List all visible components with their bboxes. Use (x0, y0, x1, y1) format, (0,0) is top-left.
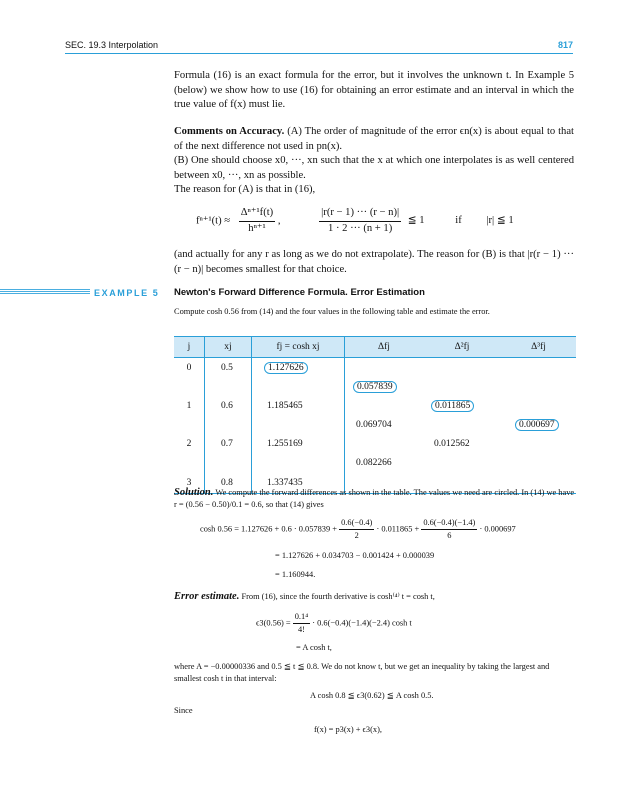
difference-table (174, 336, 576, 494)
circled-value: 0.057839 (353, 381, 397, 393)
table-row: 2 0.7 1.255169 0.012562 (174, 435, 576, 454)
error-title: Error estimate. (174, 591, 240, 602)
table-row: 3 0.8 1.337435 (174, 473, 576, 494)
running-header (65, 40, 573, 54)
example-label: EXAMPLE 5 (94, 288, 160, 298)
comment-a: (A) The order of magnitude of the error ϵn(x) is about equal to that of the next difference not used in pn(x). (174, 126, 574, 152)
intro-paragraph: Formula (16) is an exact formula for the error, but it involves the unknown t. In Example 5 (below) we show how to use (16) for obtaining an error estimate and an interval in which the true value of f(x) must lie. (174, 70, 574, 110)
after-formula-paragraph: (and actually for any r as long as we do not extrapolate). The reason for (B) is that |r(r − 1) ··· (r − n)| becomes smallest for that choice. (174, 249, 574, 275)
header-j: j (187, 342, 191, 352)
table-row: 0.069704 0.000697 (174, 416, 576, 435)
formula-fraction-2: $\frac{|r(r - 1) \cdot\cdot\cdot (r - n)|}{1 \cdot 2 \cdot\cdot\cdot (n + 1)}$ (321, 207, 400, 234)
formula-fraction: $\frac{\text{Δⁿ⁺¹f(t)}}{\text{hⁿ⁺¹}}$ (240, 207, 274, 234)
example-title: Newton's Forward Difference Formula. Error Estimation (174, 287, 425, 298)
header-d2: Δ²fj (454, 342, 470, 352)
header-d1: Δfj (345, 337, 424, 358)
header-f: fj = cosh xj (252, 337, 345, 358)
solution-title: Solution. (174, 487, 214, 498)
comment-b: (B) One should choose x0, ···, xn such that the x at which one interpolates is as well centered between x0, ···, xn as possible. (174, 155, 574, 181)
circled-value: 1.127626 (264, 362, 308, 374)
table-row: 1 0.6 1.185465 0.011865 (174, 397, 576, 416)
section-title: SEC. 19.3 Interpolation (65, 40, 159, 50)
error-equation-2: = A cosh t, (296, 643, 332, 652)
solution-line-3: = 1.160944. (275, 570, 316, 579)
solution-paragraph (174, 487, 576, 511)
table-row: 0 0.5 1.127626 (174, 358, 576, 378)
circled-value: 0.011865 (431, 400, 474, 412)
header-rule (65, 53, 573, 54)
error-paragraph (174, 591, 576, 603)
error-text: From (16), since the fourth derivative is cosh⁽⁴⁾ t = cosh t, (241, 592, 435, 601)
table-row: 0.082266 (174, 454, 576, 473)
since-text: Since (174, 706, 193, 715)
error-equation: ϵ3(0.56) = $\frac{\text{0.1⁴}}{4!}$ · 0.6(−0.4)(−1.4)(−2.4) cosh t (256, 612, 412, 634)
comment-reason: The reason for (A) is that in (16), (174, 184, 316, 195)
error-where: where A = −0.00000336 and 0.5 ≦ t ≦ 0.8. We do not know t, but we get an inequality by taking the largest and smallest cosh t in that interval: (174, 662, 550, 683)
example-bar (0, 288, 90, 295)
table-header-row (174, 337, 576, 358)
comments-paragraph (174, 125, 574, 154)
formula-16-estimate: fⁿ⁺¹(t) ≈ $\frac{\text{Δⁿ⁺¹f(t)}}{\text{hⁿ⁺¹}}$ , $\frac{|r(r - 1) \cdot\cdot\cdot (r - n)|}{1 \cdot 2 \cdot\cdot\cdot (n + 1)}$ ≦ 1 if |r| ≦ 1 (196, 206, 576, 236)
error-inequality: A cosh 0.8 ≦ ϵ3(0.62) ≦ A cosh 0.5. (310, 691, 434, 700)
solution-line-2: = 1.127626 + 0.034703 − 0.001424 + 0.000039 (275, 551, 435, 560)
page-number: 817 (557, 40, 573, 50)
example-intro: Compute cosh 0.56 from (14) and the four values in the following table and estimate the error. (174, 307, 490, 316)
header-d3: Δ³fj (531, 342, 546, 352)
comments-title: Comments on Accuracy. (174, 126, 285, 137)
formula-lhs: fⁿ⁺¹(t) ≈ (196, 215, 231, 227)
final-equation: f(x) = p3(x) + ϵ3(x), (314, 725, 382, 734)
circled-value: 0.000697 (515, 419, 559, 431)
solution-equation: cosh 0.56 = 1.127626 + 0.6 · 0.057839 + $\frac{0.6(-0.4)}{2}$ · 0.011865 + $\frac{0.6(-0.4)(-1.4)}{6}$ · 0.000697 (200, 518, 516, 540)
solution-text: We compute the forward differences as shown in the table. The values we need are circled. In (14) we have r = (0.56 − 0.50)/0.1 = 0.6, so that (14) gives (174, 488, 575, 509)
header-x: xj (205, 337, 252, 358)
table-row (174, 378, 576, 397)
